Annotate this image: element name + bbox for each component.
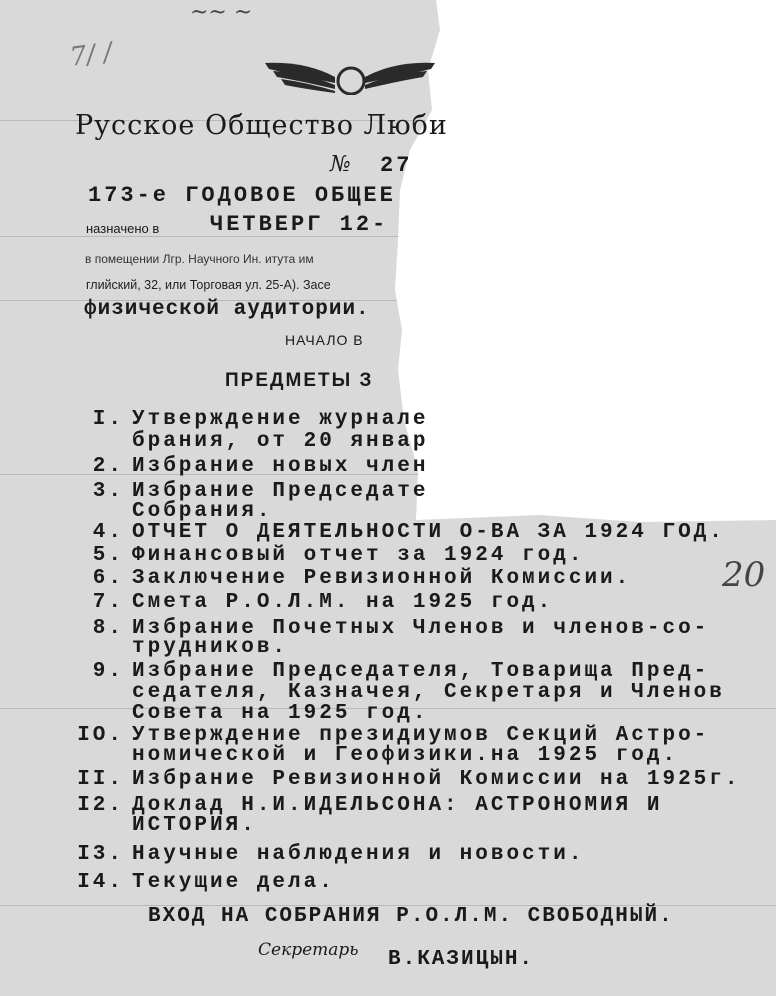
- item-number: 6.: [92, 567, 124, 590]
- item-text: Смета Р.О.Л.М. на 1925 год.: [132, 591, 554, 614]
- item-text: Финансовый отчет за 1924 год.: [132, 544, 585, 567]
- pencil-scribble: ~~ ~: [190, 0, 253, 25]
- item-text-continued: Собрания.: [132, 500, 273, 523]
- society-name: Русское Общество Люби: [75, 110, 448, 141]
- item-text-continued: номической и Геофизики.на 1925 год.: [132, 744, 679, 767]
- item-text: Научные наблюдения и новости.: [132, 843, 585, 866]
- item-number: I3.: [77, 843, 124, 866]
- item-number: I.: [92, 408, 124, 431]
- item-text: Избрание Ревизионной Комиссии на 1925г.: [132, 768, 741, 791]
- item-text: Избрание Председате: [132, 480, 429, 503]
- number-sign: №: [330, 152, 351, 177]
- subjects-heading: ПРЕДМЕТЫ З: [225, 370, 374, 391]
- item-number: IO.: [77, 724, 124, 747]
- item-text: ОТЧЕТ О ДЕЯТЕЛЬНОСТИ О-ВА ЗА 1924 ГОД.: [132, 521, 725, 544]
- document-number: [330, 152, 412, 178]
- item-text: Заключение Ревизионной Комиссии.: [132, 567, 632, 590]
- meeting-title: 173-е ГОДОВОЕ ОБЩЕЕ: [88, 183, 396, 208]
- item-text-continued: трудников.: [132, 636, 289, 659]
- item-text: Доклад Н.И.ИДЕЛЬСОНА: АСТРОНОМИЯ И: [132, 794, 663, 817]
- item-text: Утверждение журнале: [132, 408, 429, 431]
- number-value: 27: [380, 153, 413, 178]
- item-number: 2.: [92, 455, 124, 478]
- hall-line: физической аудитории.: [84, 298, 370, 321]
- item-text-continued: брания, от 20 январ: [132, 430, 429, 453]
- item-text-continued: ИСТОРИЯ.: [132, 814, 257, 837]
- item-text-continued: седателя, Казначея, Секретаря и Членов: [132, 681, 725, 704]
- secretary-label: Секретарь: [258, 940, 359, 960]
- item-number: 4.: [92, 521, 124, 544]
- item-number: I2.: [77, 794, 124, 817]
- address-line: глийский, 32, или Торговая ул. 25-А). Засе: [86, 278, 331, 292]
- scheduled-label: назначено в: [86, 221, 160, 236]
- item-text: Избрание Председателя, Товарища Пред-: [132, 660, 710, 683]
- item-text: Избрание новых член: [132, 455, 429, 478]
- item-number: 5.: [92, 544, 124, 567]
- secretary-name: В.КАЗИЦЫН.: [388, 948, 535, 971]
- start-time-label: НАЧАЛО В: [285, 332, 364, 348]
- item-number: 3.: [92, 480, 124, 503]
- item-text: Избрание Почетных Членов и членов-со-: [132, 617, 710, 640]
- winged-emblem-logo: [265, 55, 435, 95]
- item-text-continued: Совета на 1925 год.: [132, 702, 429, 725]
- item-number: II.: [77, 768, 124, 791]
- entry-note: ВХОД НА СОБРАНИЯ Р.О.Л.М. СВОБОДНЫЙ.: [148, 905, 674, 928]
- pencil-scribble: 7/ /: [68, 37, 115, 73]
- item-number: 8.: [92, 617, 124, 640]
- item-number: 7.: [92, 591, 124, 614]
- item-number: I4.: [77, 871, 124, 894]
- item-number: 9.: [92, 660, 124, 683]
- location-line: в помещении Лгр. Научного Ин. итута им: [85, 252, 314, 266]
- item-text: Текущие дела.: [132, 871, 335, 894]
- meeting-day: ЧЕТВЕРГ 12-: [210, 212, 389, 237]
- item-text: Утверждение президиумов Секций Астро-: [132, 724, 710, 747]
- margin-pencil-note: 20: [722, 555, 766, 595]
